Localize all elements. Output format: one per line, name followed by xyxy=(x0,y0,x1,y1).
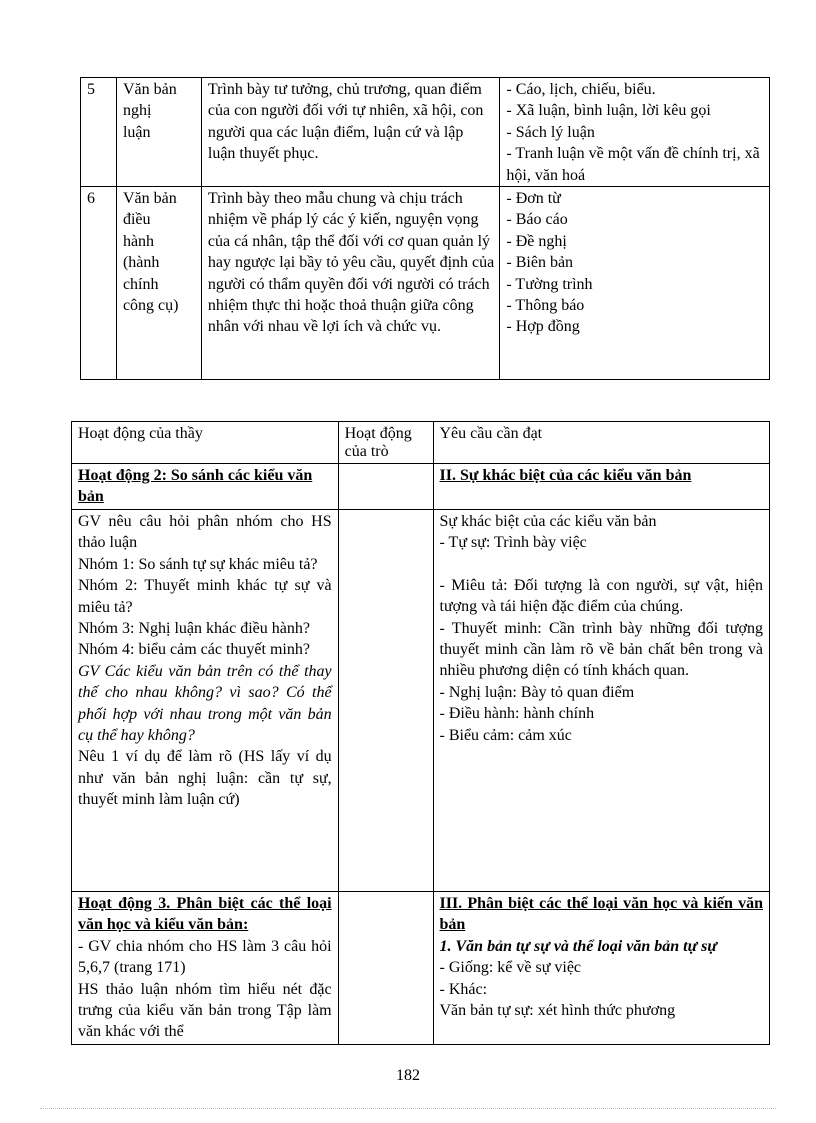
example-item: - Đề nghị xyxy=(506,232,567,250)
student-activity-header xyxy=(338,422,433,464)
text-types-table xyxy=(80,77,770,380)
requirement-2 xyxy=(433,510,770,892)
row-number: 6 xyxy=(81,187,117,380)
example-item: - Sách lý luận xyxy=(506,123,595,141)
activity-content-row xyxy=(72,510,770,892)
text-type-line: luận xyxy=(122,123,151,141)
text-type-description: Trình bày tư tưởng, chủ trương, quan điểm của con người đối với tự nhiên, xã hội, con người qua các luận điểm, luận cứ và lập luận thuyết phục. xyxy=(201,78,500,187)
requirement-line: - Điều hành: hành chính xyxy=(439,705,595,723)
activity-2-title: Hoạt động 2: So sánh các kiểu văn bản xyxy=(72,464,339,510)
teacher-activity-3 xyxy=(72,892,339,1045)
text-type-line: Văn bản xyxy=(122,81,177,98)
table-row xyxy=(81,78,770,187)
teacher-line: HS thảo luận nhóm tìm hiểu nét đặc trưng của kiểu văn bản trong Tập làm văn khác với thể xyxy=(78,980,332,1041)
example-item: - Báo cáo xyxy=(506,211,568,229)
page-number: 182 xyxy=(396,1067,420,1084)
section-2-title: II. Sự khác biệt của các kiểu văn bản xyxy=(433,464,770,510)
text-type-line: điều xyxy=(122,211,151,229)
teacher-line: - GV chia nhóm cho HS làm 3 câu hỏi 5,6,7 (trang 171) xyxy=(78,937,332,977)
example-item: - Tường trình xyxy=(506,275,593,293)
example-item: - Đơn từ xyxy=(506,190,561,208)
teacher-line: Nhóm 3: Nghị luận khác điều hành? xyxy=(78,620,310,638)
example-item: - Biên bản xyxy=(506,254,574,272)
example-item: - Hợp đồng xyxy=(506,318,580,336)
text-type-line: chính xyxy=(122,275,159,293)
page-bottom-divider xyxy=(40,1108,776,1109)
requirement-line: - Khác: xyxy=(439,980,488,998)
section-3-title: III. Phân biệt các thể loại văn học và kiến văn bản xyxy=(439,895,763,934)
teacher-line: Nhóm 2: Thuyết minh khác tự sự và miêu tả? xyxy=(78,577,332,616)
text-type-line: (hành xyxy=(122,254,160,272)
teacher-line: Nêu 1 ví dụ để làm rõ (HS lấy ví dụ như văn bản nghị luận: cần tự sự, thuyết minh làm luận cứ) xyxy=(78,748,332,809)
teacher-question: GV Các kiểu văn bản trên có thể thay thế cho nhau không? vì sao? Có thể phối hợp với nhau trong một văn bản cụ thể hay không? xyxy=(78,662,332,745)
text-type-description: Trình bày theo mẫu chung và chịu trách nhiệm về pháp lý các ý kiến, nguyện vọng của cá nhân, tập thể đối với cơ quan quản lý hay ngược lại bầy tỏ yêu cầu, quyết định của người có thẩm quyền đối với người có trách nhiệm thực thi hoặc thoả thuận giữa công nhân với nhau về lợi ích và chức vụ. xyxy=(201,187,500,380)
requirement-line: Sự khác biệt của các kiểu văn bản xyxy=(439,513,657,530)
text-type-name xyxy=(116,78,201,187)
teacher-activity-2 xyxy=(72,510,339,892)
example-item: - Xã luận, bình luận, lời kêu gọi xyxy=(506,102,711,120)
table-header-row xyxy=(72,422,770,464)
subsection-title: 1. Văn bản tự sự và thể loại văn bản tự sự xyxy=(439,937,717,955)
text-type-examples xyxy=(500,187,770,380)
requirement-line: - Tự sự: Trình bày việc xyxy=(439,534,587,552)
student-header-line: Hoạt động xyxy=(344,425,412,442)
requirement-line: - Giống: kể về sự việc xyxy=(439,959,582,977)
activity-3-title: Hoạt động 3. Phân biệt các thể loại văn học và kiểu văn bản: xyxy=(78,895,332,934)
text-type-examples xyxy=(500,78,770,187)
student-cell xyxy=(338,892,433,1045)
table-row xyxy=(81,187,770,380)
row-number: 5 xyxy=(81,78,117,187)
teacher-activity-header: Hoạt động của thầy xyxy=(72,422,339,464)
student-cell xyxy=(338,510,433,892)
activity-content-row xyxy=(72,892,770,1045)
example-item: - Cáo, lịch, chiếu, biểu. xyxy=(506,81,656,98)
student-header-line: của trò xyxy=(344,443,389,461)
text-type-name xyxy=(116,187,201,380)
requirement-header: Yêu cầu cần đạt xyxy=(433,422,770,464)
requirement-line: - Thuyết minh: Cần trình bày những đối tượng thuyết minh cần làm rõ về bản chất bên trong và nhiều phương diện có tính khách quan. xyxy=(439,619,763,680)
requirement-line: - Miêu tả: Đối tượng là con người, sự vật, hiện tượng và tái hiện đặc điểm của chúng. xyxy=(439,576,763,616)
requirement-3 xyxy=(433,892,770,1045)
teacher-line: Nhóm 1: So sánh tự sự khác miêu tả? xyxy=(78,555,318,573)
requirement-line: Văn bản tự sự: xét hình thức phương xyxy=(439,1002,676,1020)
teacher-line: Nhóm 4: biểu cảm các thuyết minh? xyxy=(78,641,310,659)
text-type-line: Văn bản xyxy=(122,190,177,208)
lesson-plan-table xyxy=(71,421,770,1045)
activity-title-row xyxy=(72,464,770,510)
example-item: - Tranh luận về một vấn đề chính trị, xã hội, văn hoá xyxy=(506,145,760,184)
student-cell xyxy=(338,464,433,510)
teacher-line: GV nêu câu hỏi phân nhóm cho HS thảo luận xyxy=(78,513,332,552)
text-type-line: nghị xyxy=(122,102,152,120)
text-type-line: hành xyxy=(122,232,155,250)
requirement-line: - Biểu cảm: cảm xúc xyxy=(439,726,572,744)
requirement-line: - Nghị luận: Bày tỏ quan điểm xyxy=(439,683,635,701)
example-item: - Thông báo xyxy=(506,297,585,315)
text-type-line: công cụ) xyxy=(122,297,179,315)
